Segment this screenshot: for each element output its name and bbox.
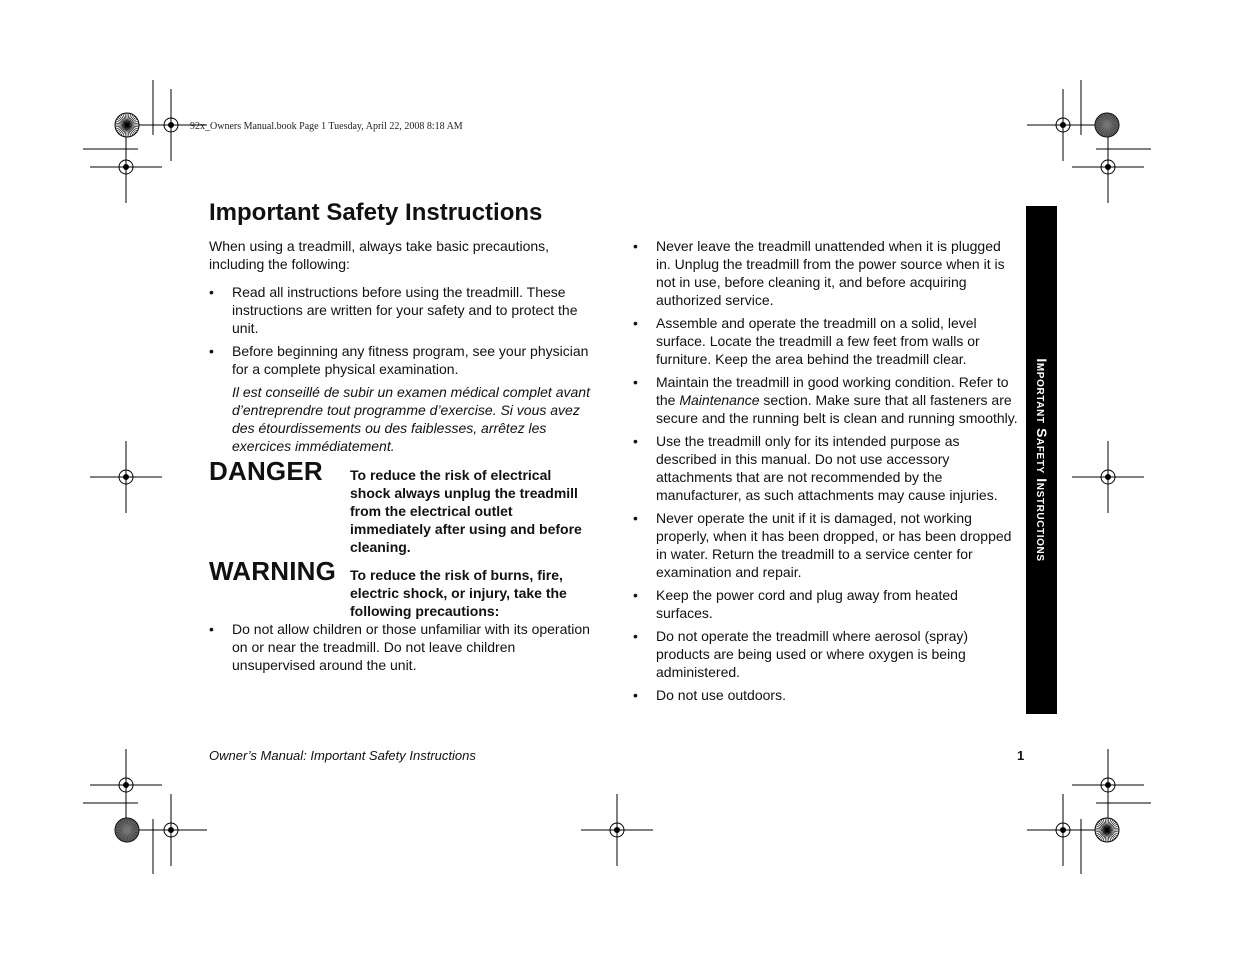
list-item: • Never operate the unit if it is damaged, not working properly, when it has been dropped, or has been dropped in water. Return the treadmill to a service center for examination and repair. (633, 510, 1012, 580)
slug-line: 92x_Owners Manual.book Page 1 Tuesday, April 22, 2008 8:18 AM (190, 121, 463, 132)
bullet-list-b (209, 620, 594, 674)
registration-mark (90, 131, 162, 203)
starburst-mark (1095, 113, 1119, 137)
registration-mark (1027, 794, 1099, 866)
intro-text: When using a treadmill, always take basic precautions, including the following: (209, 238, 550, 272)
french-note: Il est conseillé de subir un examen médical complet avant d’entreprendre tout programme d’exercise. Si vous avez des étourdissements ou des faiblesses, arrêtez les exercices immédiatement. (232, 384, 590, 454)
list-item: • Do not operate the treadmill where aerosol (spray) products are being used or where oxygen is being administered. (633, 628, 969, 680)
list-item: • Before beginning any fitness program, see your physician for a complete physical examination. (209, 343, 589, 377)
bullet: • (633, 374, 638, 390)
warning-label: WARNING (209, 556, 337, 586)
bullet: • (209, 621, 214, 637)
bullet: • (633, 238, 638, 254)
list-item: • Use the treadmill only for its intended purpose as described in this manual. Do not use accessory attachments that are not recommended by the manufacturer, as such attachments may cause injuries. (633, 433, 998, 503)
bullet-list-a (209, 283, 594, 378)
registration-mark (581, 794, 653, 866)
bullet: • (633, 628, 638, 644)
bullet: • (633, 587, 638, 603)
left-column (209, 237, 594, 679)
list-item: • Assemble and operate the treadmill on a solid, level surface. Locate the treadmill a few feet from walls or furniture. Keep the area behind the treadmill clear. (633, 315, 980, 367)
bullet: • (209, 343, 214, 359)
side-tab-label: Important Safety Instructions (1033, 358, 1050, 562)
bullet-list-c (633, 237, 1018, 704)
right-column (633, 237, 1018, 709)
registration-mark (1072, 441, 1144, 513)
warning-callout (209, 556, 594, 620)
danger-callout (209, 456, 594, 556)
bullet: • (633, 315, 638, 331)
bullet: • (633, 510, 638, 526)
registration-mark (1027, 89, 1099, 161)
list-item: • Do not allow children or those unfamiliar with its operation on or near the treadmill. Do not leave children unsupervised around the unit. (209, 621, 590, 673)
list-item: • Do not use outdoors. (633, 687, 786, 703)
danger-label: DANGER (209, 456, 323, 486)
page-title: Important Safety Instructions (209, 199, 543, 226)
registration-mark (135, 794, 207, 866)
registration-mark (1072, 131, 1144, 203)
starburst-mark (1095, 818, 1119, 842)
registration-mark (1072, 749, 1144, 821)
danger-text: To reduce the risk of electrical shock always unplug the treadmill from the electrical outlet immediately after using and before cleaning. (350, 467, 582, 555)
registration-mark (90, 749, 162, 821)
bullet: • (633, 433, 638, 449)
bullet: • (209, 284, 214, 300)
maintenance-ref: Maintenance (679, 392, 760, 408)
list-item: • Never leave the treadmill unattended when it is plugged in. Unplug the treadmill from the power source when it is not in use, before cleaning it, and before acquiring authorized service. (633, 238, 1005, 308)
section-side-tab (1026, 206, 1057, 714)
starburst-mark (115, 113, 139, 137)
bullet: • (633, 687, 638, 703)
starburst-mark (115, 818, 139, 842)
list-item: • Keep the power cord and plug away from heated surfaces. (633, 587, 958, 621)
page-number: 1 (1017, 748, 1025, 763)
registration-mark (90, 441, 162, 513)
list-item: • Maintain the treadmill in good working condition. Refer to the Maintenance section. Make sure that all fasteners are secure and the running belt is clean and running smoothly. (633, 374, 1018, 426)
list-item: • Read all instructions before using the treadmill. These instructions are written for your safety and to protect the unit. (209, 284, 578, 336)
warning-text: To reduce the risk of burns, fire, electric shock, or injury, take the following precautions: (350, 567, 567, 619)
footer-text: Owner’s Manual: Important Safety Instructions (209, 748, 476, 763)
